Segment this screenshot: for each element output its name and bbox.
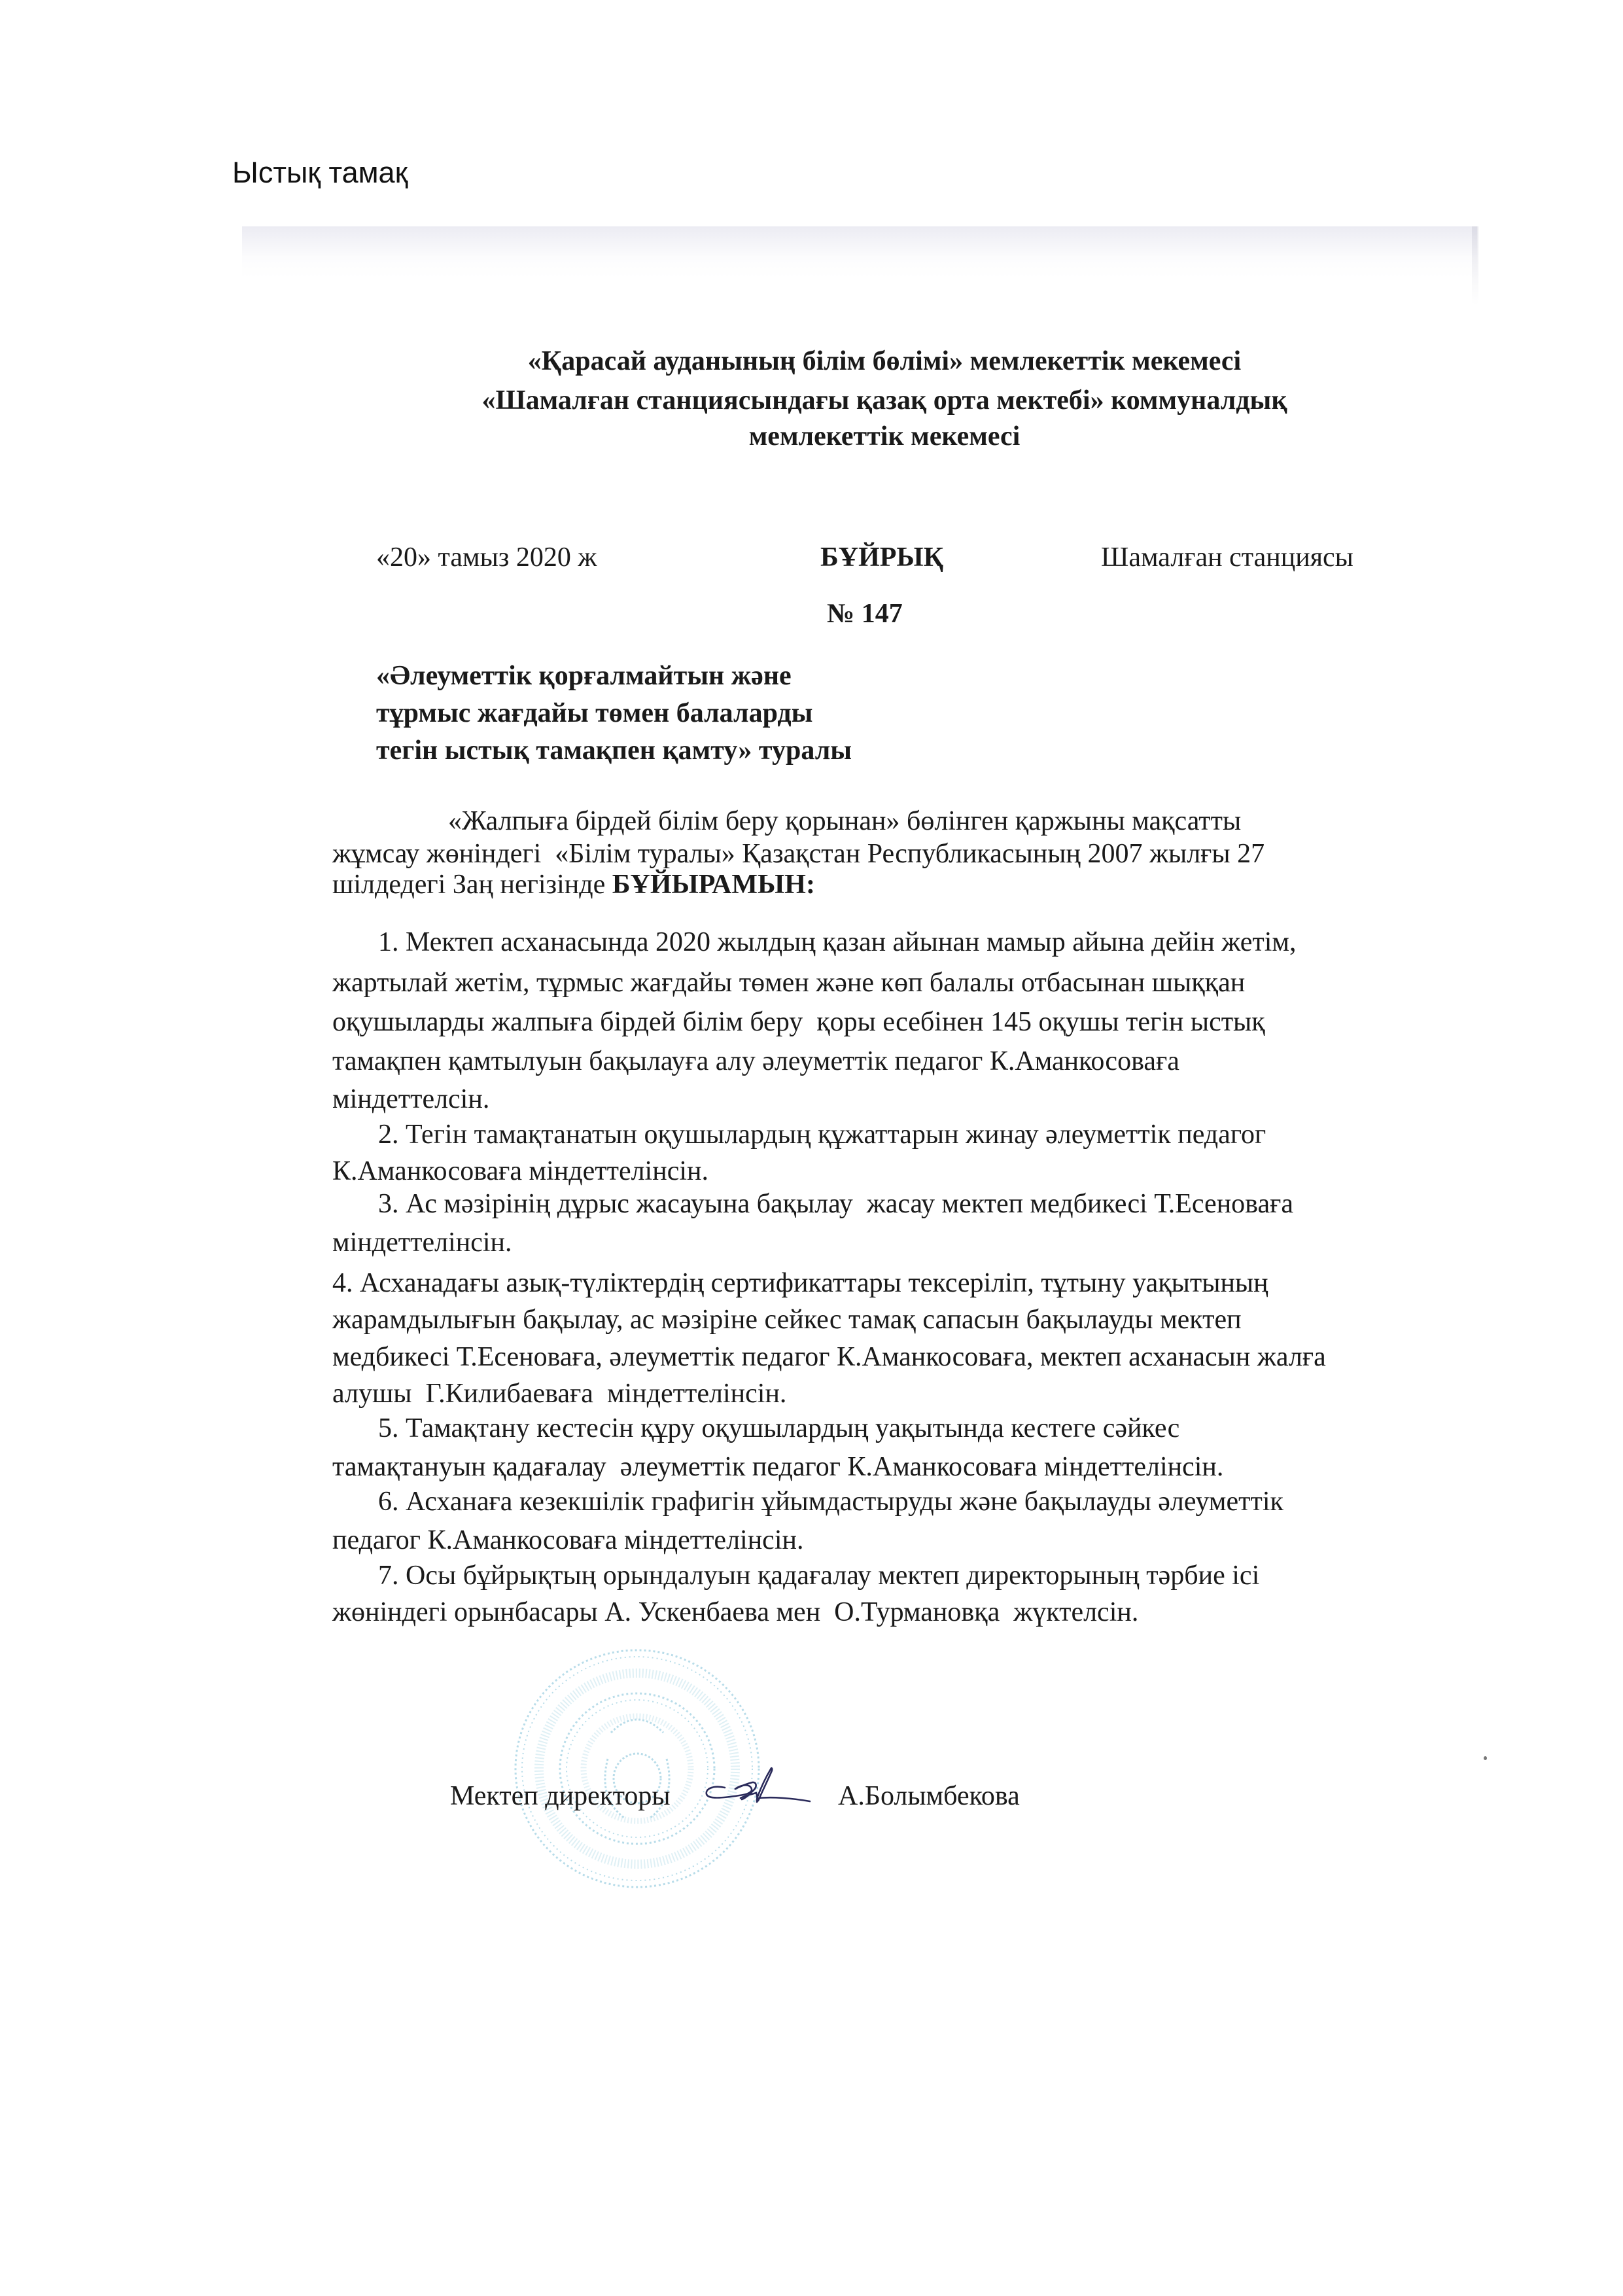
- scan-top-edge: [242, 226, 1477, 279]
- item-line: К.Аманкосоваға міндеттелінсін.: [332, 1156, 708, 1186]
- header-line: мемлекеттік мекемесі: [748, 421, 1021, 451]
- signatory-name: А.Болымбекова: [838, 1781, 1020, 1811]
- order-title: БҰЙРЫҚ: [820, 542, 944, 573]
- header-line: «Шамалған станциясындағы қазақ орта мектебі» коммуналдық: [481, 385, 1287, 415]
- handwritten-signature: [693, 1760, 824, 1826]
- item-line: 5. Тамақтану кестесін құру оқушылардың уақытында кестеге сәйкес: [378, 1413, 1180, 1443]
- header-line: «Қарасай ауданының білім бөлімі» мемлекеттік мекемесі: [527, 346, 1242, 376]
- subject-line: тұрмыс жағдайы төмен балаларды: [376, 698, 813, 728]
- item-line: тамақтануын қадағалау әлеуметтік педагог К.Аманкосоваға міндеттелінсін.: [332, 1452, 1224, 1482]
- item-line: міндеттелсін.: [332, 1084, 490, 1114]
- item-line: оқушыларды жалпыға бірдей білім беру қоры есебінен 145 оқушы тегін ыстық: [332, 1007, 1265, 1037]
- preamble-text: шілдедегі Заң негізінде: [332, 870, 612, 900]
- subject-line: «Әлеуметтік қорғалмайтын және: [376, 661, 792, 691]
- item-line: 3. Ас мәзірінің дұрыс жасауына бақылау жасау мектеп медбикесі Т.Есеноваға: [378, 1189, 1293, 1219]
- item-line: жөніндегі орынбасары А. Ускенбаева мен О.Турмановқа жүктелсін.: [332, 1597, 1139, 1627]
- order-number: № 147: [827, 599, 903, 629]
- item-line: міндеттелінсін.: [332, 1227, 512, 1258]
- page-caption: Ыстық тамақ: [232, 156, 408, 189]
- item-line: жарамдылығын бақылау, ас мәзіріне сейкес тамақ сапасын бақылауды мектеп: [332, 1305, 1242, 1335]
- preamble-line-last: [332, 868, 815, 901]
- item-line: 2. Тегін тамақтанатын оқушылардың құжаттарын жинау әлеуметтік педагог: [378, 1120, 1266, 1150]
- order-place: Шамалған станциясы: [1101, 542, 1353, 573]
- preamble-line: жұмсау жөніндегі «Білім туралы» Қазақстан Республикасының 2007 жылғы 27: [332, 839, 1265, 869]
- scan-speck: [1484, 1756, 1487, 1760]
- order-date: «20» тамыз 2020 ж: [376, 542, 597, 573]
- item-line: 1. Мектеп асханасында 2020 жылдың қазан айынан мамыр айына дейін жетім,: [378, 927, 1297, 957]
- signatory-position: Мектеп директоры: [450, 1781, 671, 1811]
- item-line: медбикесі Т.Есеноваға, әлеуметтік педагог К.Аманкосоваға, мектеп асханасын жалға: [332, 1342, 1326, 1372]
- preamble-line: «Жалпыға бірдей білім беру қорынан» бөлінген қаржыны мақсатты: [448, 806, 1242, 836]
- item-line: алушы Г.Килибаеваға міндеттелінсін.: [332, 1379, 787, 1409]
- decree-word: БҰЙЫРАМЫН:: [612, 870, 815, 900]
- scan-right-edge: [1472, 226, 1478, 305]
- item-line: тамақпен қамтылуын бақылауға алу әлеуметтік педагог К.Аманкосоваға: [332, 1046, 1179, 1076]
- subject-line: тегін ыстық тамақпен қамту» туралы: [376, 735, 852, 766]
- item-line: жартылай жетім, тұрмыс жағдайы төмен және көп балалы отбасынан шыққан: [332, 968, 1246, 998]
- item-line: 6. Асханаға кезекшілік графигін ұйымдастыруды және бақылауды әлеуметтік: [378, 1487, 1283, 1517]
- item-line: 4. Асханадағы азық-түліктердің сертификаттары тексеріліп, тұтыну уақытының: [332, 1268, 1268, 1298]
- item-line: педагог К.Аманкосоваға міндеттелінсін.: [332, 1525, 804, 1555]
- item-line: 7. Осы бұйрықтың орындалуын қадағалау мектеп директорының тәрбие ісі: [378, 1561, 1260, 1591]
